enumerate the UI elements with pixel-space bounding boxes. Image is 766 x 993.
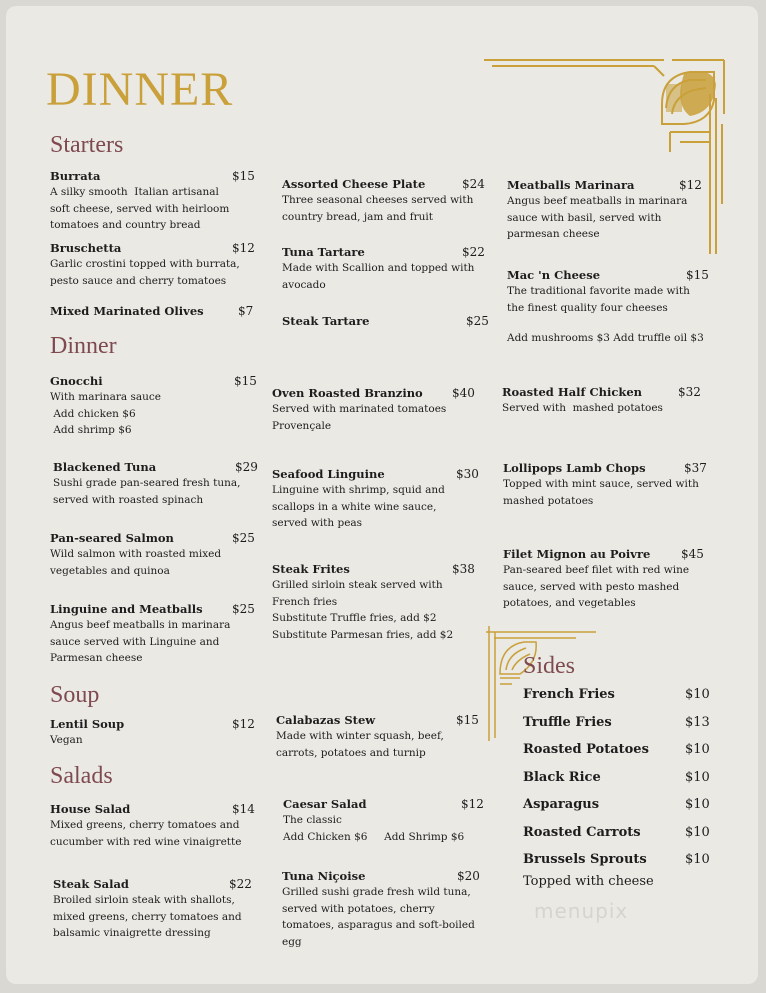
- item-price: $22: [462, 245, 485, 259]
- menu-item-tuna-nicoise: [282, 869, 497, 950]
- item-name: Lollipops Lamb Chops: [503, 461, 646, 475]
- description-line: Pan-seared beef filet with red wine: [503, 564, 690, 576]
- description-line: Add chicken $6: [50, 407, 136, 420]
- description-line: Topped with mint sauce, served with: [503, 478, 699, 490]
- menu-item-gnocchi: [50, 374, 260, 439]
- item-description: [276, 728, 486, 761]
- description-line: served with potatoes, cherry: [282, 902, 435, 915]
- menu-item-olives: [50, 304, 260, 318]
- menu-item-blackened-tuna: [53, 460, 263, 508]
- description-line: Sushi grade pan-seared fresh tuna,: [53, 477, 241, 489]
- menu-item-branzino: [272, 386, 492, 434]
- item-name: Lentil Soup: [50, 717, 125, 731]
- description-line: pesto sauce and cherry tomatoes: [50, 274, 227, 287]
- item-description: [502, 400, 712, 417]
- description-line: sauce served with Linguine and: [50, 635, 220, 648]
- item-price: $15: [686, 268, 709, 282]
- side-item: [523, 715, 709, 743]
- description-line: sauce, served with pesto mashed: [503, 580, 680, 593]
- description-line: Vegan: [50, 734, 83, 746]
- section-salads: Salads: [50, 763, 113, 789]
- item-name: Oven Roasted Branzino: [272, 386, 423, 400]
- item-name: Filet Mignon au Poivre: [503, 547, 651, 561]
- description-line: Garlic crostini topped with burrata,: [50, 258, 240, 270]
- menu-item-linguine-meatballs: [50, 602, 260, 667]
- description-line: carrots, potatoes and turnip: [276, 746, 426, 759]
- section-sides: Sides: [523, 653, 576, 679]
- item-name: Blackened Tuna: [53, 460, 157, 474]
- description-line: mashed potatoes: [503, 494, 594, 507]
- item-price: $15: [456, 713, 479, 727]
- item-price: $15: [234, 374, 257, 388]
- side-name: Brussels Sprouts: [523, 852, 647, 867]
- description-line: With marinara sauce: [50, 391, 162, 403]
- menu-item-salmon: [50, 531, 260, 579]
- description-line: Add shrimp $6: [50, 424, 132, 436]
- side-name: Roasted Potatoes: [523, 742, 649, 757]
- item-name: Gnocchi: [50, 374, 103, 388]
- menu-item-tuna-tartare: [282, 245, 492, 293]
- menu-item-house-salad: [50, 802, 270, 850]
- item-price: $32: [678, 385, 701, 399]
- item-price: $30: [456, 467, 479, 481]
- description-line: Broiled sirloin steak with shallots,: [53, 894, 235, 906]
- description-line: Grilled sirloin steak served with: [272, 579, 443, 591]
- item-name: Linguine and Meatballs: [50, 602, 203, 616]
- menu-item-half-chicken: [502, 385, 712, 417]
- side-name: Asparagus: [523, 797, 600, 812]
- item-name: Meatballs Marinara: [507, 178, 635, 192]
- description-line: the finest quality four cheeses: [507, 301, 668, 314]
- item-price: $14: [232, 802, 255, 816]
- item-price: $7: [238, 304, 254, 318]
- item-description: [507, 193, 707, 243]
- item-name: Pan-seared Salmon: [50, 531, 174, 545]
- item-name: Bruschetta: [50, 241, 122, 255]
- side-price: $10: [685, 769, 710, 785]
- menu-item-bruschetta: [50, 241, 260, 289]
- menu-item-calabazas-stew: [276, 713, 486, 761]
- description-line: vegetables and quinoa: [50, 564, 170, 577]
- item-name: Tuna Niçoise: [282, 869, 366, 883]
- description-line: sauce with basil, served with: [507, 211, 662, 224]
- watermark: menupix: [534, 899, 629, 923]
- description-line: tomatoes, asparagus and soft-boiled: [282, 919, 475, 931]
- description-line: French fries: [272, 595, 338, 608]
- description-line: A silky smooth Italian artisanal: [50, 186, 219, 198]
- item-price: $45: [681, 547, 704, 561]
- description-line: soft cheese, served with heirloom: [50, 202, 230, 215]
- description-line: scallops in a white wine sauce,: [272, 500, 437, 513]
- item-price: $15: [232, 169, 255, 183]
- menu-item-steak-tartare: [282, 314, 492, 328]
- description-line: Grilled sushi grade fresh wild tuna,: [282, 886, 471, 898]
- item-name: Caesar Salad: [283, 797, 367, 811]
- item-price: $25: [232, 602, 255, 616]
- item-name: Tuna Tartare: [282, 245, 365, 259]
- item-price: $12: [232, 241, 255, 255]
- item-name: Calabazas Stew: [276, 713, 376, 727]
- side-price: $10: [685, 687, 710, 702]
- description-line: Three seasonal cheeses served with: [282, 194, 474, 206]
- item-description: [282, 260, 492, 293]
- description-line: Made with Scallion and topped with: [282, 262, 475, 274]
- item-name: Steak Frites: [272, 562, 350, 576]
- description-line: Substitute Parmesan fries, add $2: [272, 628, 454, 641]
- description-line: cucumber with red wine vinaigrette: [50, 835, 242, 848]
- item-description: [283, 812, 493, 845]
- description-line: Substitute Truffle fries, add $2: [272, 612, 437, 624]
- description-line: egg: [282, 935, 302, 948]
- item-price: $29: [235, 460, 258, 474]
- description-line: The classic: [283, 814, 342, 826]
- item-description: [282, 192, 492, 225]
- item-description: [272, 401, 492, 434]
- side-item: [523, 825, 709, 853]
- description-line: balsamic vinaigrette dressing: [53, 927, 211, 939]
- item-price: $12: [461, 797, 484, 811]
- item-price: $12: [679, 178, 702, 192]
- menu-item-cheese-plate: [282, 177, 492, 225]
- side-item: [523, 797, 709, 825]
- description-line: Angus beef meatballs in marinara: [50, 619, 231, 631]
- item-price: $22: [229, 877, 252, 891]
- description-line: Served with marinated tomatoes: [272, 403, 447, 415]
- item-name: House Salad: [50, 802, 131, 816]
- item-price: $40: [452, 386, 475, 400]
- item-price: $20: [457, 869, 480, 883]
- item-price: $25: [466, 314, 489, 328]
- menu-item-steak-salad: [53, 877, 273, 942]
- item-name: Steak Tartare: [282, 314, 370, 328]
- side-price: $10: [685, 852, 710, 867]
- item-name: Seafood Linguine: [272, 467, 385, 481]
- side-price: $10: [685, 824, 710, 840]
- side-name: Roasted Carrots: [523, 824, 641, 840]
- item-description: [503, 562, 713, 612]
- item-description: [282, 884, 497, 950]
- item-price: $38: [452, 562, 475, 576]
- menu-item-burrata: [50, 169, 260, 234]
- side-name: Truffle Fries: [523, 714, 612, 730]
- description-line: The traditional favorite made with: [507, 285, 690, 297]
- menu-item-steak-frites: [272, 562, 492, 643]
- menu-item-lentil-soup: [50, 717, 260, 749]
- section-soup: Soup: [50, 682, 100, 708]
- item-description: [50, 389, 260, 439]
- description-line: Wild salmon with roasted mixed: [50, 548, 222, 560]
- item-description: [50, 617, 260, 667]
- sides-note: Topped with cheese: [523, 874, 654, 889]
- item-name: Burrata: [50, 169, 101, 183]
- item-description: [507, 283, 707, 316]
- description-line: Provençale: [272, 419, 332, 432]
- section-dinner: Dinner: [50, 333, 117, 359]
- menu-item-meatballs-marinara: [507, 178, 707, 243]
- side-item: [523, 742, 709, 770]
- item-description: [272, 482, 492, 532]
- description-line: Add Chicken $6 Add Shrimp $6: [283, 830, 465, 843]
- item-description: [503, 476, 713, 509]
- side-name: Black Rice: [523, 769, 601, 785]
- menu-item-caesar-salad: [283, 797, 493, 845]
- menu-item-mac-n-cheese: [507, 268, 707, 347]
- menu-title: DINNER: [46, 63, 234, 116]
- description-line: Linguine with shrimp, squid and: [272, 484, 445, 496]
- item-description: [53, 892, 273, 942]
- description-line: tomatoes and country bread: [50, 219, 201, 231]
- menu-page: [6, 6, 758, 984]
- item-description: [50, 256, 260, 289]
- side-name: French Fries: [523, 687, 615, 702]
- item-description: [50, 732, 260, 749]
- description-line: potatoes, and vegetables: [503, 597, 636, 609]
- description-line: country bread, jam and fruit: [282, 210, 433, 223]
- item-addon: Add mushrooms $3 Add truffle oil $3: [507, 332, 704, 344]
- sides-list: [523, 687, 709, 880]
- side-item: [523, 687, 709, 715]
- description-line: parmesan cheese: [507, 228, 600, 240]
- description-line: Parmesan cheese: [50, 652, 143, 664]
- item-description: [50, 817, 270, 850]
- item-name: Assorted Cheese Plate: [282, 177, 426, 191]
- item-description: [53, 475, 263, 508]
- item-name: Mixed Marinated Olives: [50, 304, 204, 318]
- item-name: Roasted Half Chicken: [502, 385, 642, 399]
- description-line: Served with mashed potatoes: [502, 402, 663, 414]
- side-price: $10: [685, 742, 710, 757]
- item-description: [272, 577, 492, 643]
- description-line: Angus beef meatballs in marinara: [507, 195, 688, 207]
- description-line: served with roasted spinach: [53, 493, 204, 506]
- item-name: Steak Salad: [53, 877, 129, 891]
- description-line: Mixed greens, cherry tomatoes and: [50, 819, 240, 831]
- item-name: Mac 'n Cheese: [507, 268, 601, 282]
- section-starters: Starters: [50, 132, 124, 158]
- side-item: [523, 770, 709, 798]
- side-price: $13: [685, 714, 710, 730]
- description-line: Made with winter squash, beef,: [276, 730, 444, 742]
- side-price: $10: [685, 797, 710, 812]
- menu-item-lamb-chops: [503, 461, 713, 509]
- item-price: $37: [684, 461, 707, 475]
- item-description: [50, 184, 260, 234]
- description-line: mixed greens, cherry tomatoes and: [53, 910, 242, 923]
- item-description: [50, 546, 260, 579]
- description-line: avocado: [282, 278, 326, 291]
- menu-item-seafood-linguine: [272, 467, 492, 532]
- menu-item-filet-mignon: [503, 547, 713, 612]
- description-line: served with peas: [272, 517, 363, 529]
- item-price: $25: [232, 531, 255, 545]
- item-price: $12: [232, 717, 255, 731]
- item-price: $24: [462, 177, 485, 191]
